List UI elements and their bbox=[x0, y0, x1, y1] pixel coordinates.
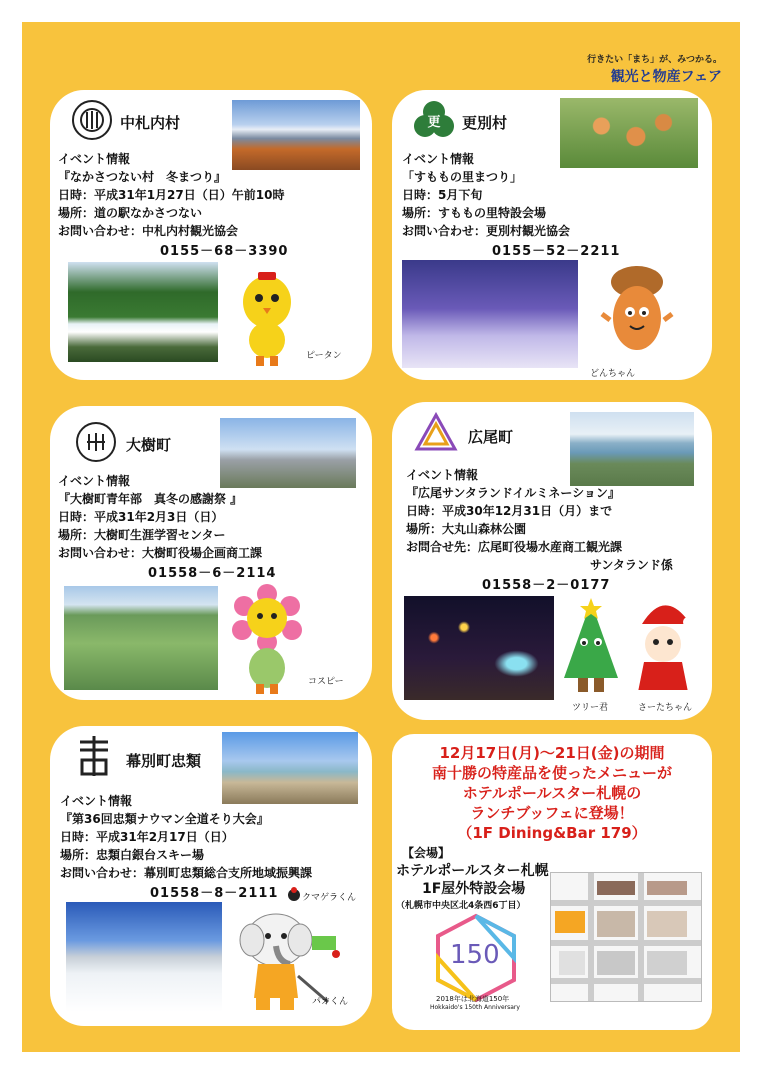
waterfall-photo bbox=[68, 262, 218, 362]
mascot-kumagera-kun-icon bbox=[286, 886, 302, 902]
taiki-emblem-icon bbox=[76, 422, 116, 462]
card-hiroo bbox=[392, 402, 712, 720]
mountain-photo bbox=[232, 100, 360, 170]
event-name: 『第36回忠類ナウマン全道そり大会』 bbox=[60, 812, 269, 826]
promo-line-5: （1F Dining&Bar 179） bbox=[457, 824, 647, 842]
mascot-name: ピータン bbox=[306, 351, 342, 361]
card-sarabetsu bbox=[392, 90, 712, 380]
logo-number: 150 bbox=[450, 940, 500, 970]
ski-slope-photo bbox=[66, 902, 222, 1012]
card-churui bbox=[50, 726, 372, 1026]
card-taiki bbox=[50, 406, 372, 700]
event-heading: イベント情報 bbox=[406, 468, 479, 482]
logo-caption-en: Hokkaido's 150th Anniversary bbox=[430, 1004, 520, 1011]
nakasatsunai-emblem-icon bbox=[72, 100, 112, 140]
frost-tree-photo bbox=[402, 260, 578, 368]
event-phone: 01558－8－2111 bbox=[150, 886, 279, 901]
makubetsu-emblem-icon bbox=[72, 732, 116, 780]
promo-line-2: 南十勝の特産品を使ったメニューが bbox=[431, 764, 672, 782]
mascot-name: どんちゃん bbox=[590, 369, 636, 379]
venue-map bbox=[550, 872, 702, 1002]
card-title: 幕別町忠類 bbox=[126, 752, 202, 770]
event-heading: イベント情報 bbox=[58, 152, 131, 166]
event-date: 日時：平成31年2月3日（日） bbox=[58, 510, 224, 524]
event-phone: 0155－52－2211 bbox=[492, 244, 621, 259]
event-phone: 01558－2－0177 bbox=[482, 578, 611, 593]
harbor-photo bbox=[570, 412, 694, 486]
event-contact: お問い合わせ：大樹町役場企画商工課 bbox=[58, 546, 263, 560]
mascot-name-kumagera: クマゲラくん bbox=[302, 893, 357, 903]
mascot-name: コスピー bbox=[308, 677, 344, 687]
aerial-farm-photo bbox=[64, 586, 218, 690]
event-contact: お問い合わせ：更別村観光協会 bbox=[402, 224, 571, 238]
terrace-photo bbox=[222, 732, 358, 804]
event-name: 「すももの里まつり」 bbox=[402, 170, 523, 184]
venue-place: 1F屋外特設会場 bbox=[422, 881, 526, 897]
card-title: 大樹町 bbox=[126, 436, 172, 454]
promo-line-3: ホテルポールスター札幌の bbox=[462, 784, 642, 802]
svg-text:更: 更 bbox=[427, 115, 441, 130]
mascot-name-santa: さーたちゃん bbox=[638, 703, 693, 713]
event-date: 日時：平成31年1月27日（日）午前10時 bbox=[58, 188, 285, 202]
event-contact: お問い合わせ：中札内村観光協会 bbox=[58, 224, 239, 238]
event-place: 場所：すももの里特設会場 bbox=[402, 206, 547, 220]
event-place: 場所：忠類白銀台スキー場 bbox=[60, 848, 205, 862]
mascot-name-tree: ツリー君 bbox=[572, 703, 609, 713]
event-name: 『広尾サンタランドイルミネーション』 bbox=[406, 486, 620, 500]
event-heading: イベント情報 bbox=[58, 474, 131, 488]
mascot-saata-chan-icon bbox=[630, 596, 696, 700]
promo-period: 12月17日(月)～21日(金)の期間 bbox=[439, 744, 665, 762]
event-phone: 01558－6－2114 bbox=[148, 566, 277, 581]
event-contact: お問合せ先：広尾町役場水産商工観光課 bbox=[406, 540, 623, 554]
card-promotion bbox=[392, 734, 712, 1030]
promo-line-4: ランチブッフェに登場！ bbox=[470, 804, 634, 822]
card-title: 中札内村 bbox=[120, 114, 181, 132]
event-name: 『大樹町青年部 真冬の感謝祭 』 bbox=[58, 492, 243, 506]
mascot-tree-kun-icon bbox=[558, 598, 624, 698]
illumination-photo bbox=[404, 596, 554, 700]
venue-name: ホテルポールスター札幌 bbox=[396, 863, 549, 879]
card-title: 更別村 bbox=[462, 114, 508, 132]
event-place: 場所：道の駅なかさつない bbox=[58, 206, 203, 220]
venue-label: 【会場】 bbox=[402, 846, 451, 860]
mascot-donchan-icon bbox=[600, 260, 674, 358]
logo-caption-jp: 2018年は北海道150年 bbox=[436, 995, 510, 1003]
event-date: 日時：5月下旬 bbox=[402, 188, 483, 202]
town-photo bbox=[220, 418, 356, 488]
event-date: 日時：平成30年12月31日（月）まで bbox=[406, 504, 613, 518]
mascot-piitan-icon bbox=[236, 268, 298, 368]
event-contact: お問い合わせ：幕別町忠類総合支所地域振興課 bbox=[60, 866, 313, 880]
event-heading: イベント情報 bbox=[60, 794, 133, 808]
venue-address: （札幌市中央区北4条西6丁目） bbox=[396, 901, 526, 911]
event-name: 『なかさつない村 冬まつり』 bbox=[58, 170, 227, 184]
hiroo-emblem-icon bbox=[414, 412, 458, 452]
event-phone: 0155－68－3390 bbox=[160, 244, 289, 259]
sarabetsu-emblem-icon bbox=[412, 98, 456, 142]
event-place: 場所：大樹町生涯学習センター bbox=[58, 528, 226, 542]
card-title: 広尾町 bbox=[468, 428, 514, 446]
event-contact-subsection: サンタランド係 bbox=[590, 558, 673, 572]
card-nakasatsunai bbox=[50, 90, 372, 380]
event-date: 日時：平成31年2月17日（日） bbox=[60, 830, 234, 844]
mascot-name-pao: パオくん bbox=[312, 997, 349, 1007]
mascot-kospy-icon bbox=[232, 584, 302, 696]
fair-title: 観光と物産フェア bbox=[610, 69, 722, 85]
plum-photo bbox=[560, 98, 698, 168]
event-place: 場所：大丸山森林公園 bbox=[406, 522, 527, 536]
event-heading: イベント情報 bbox=[402, 152, 475, 166]
header-tagline: 行きたい「まち」が、みつかる。 bbox=[587, 55, 722, 65]
